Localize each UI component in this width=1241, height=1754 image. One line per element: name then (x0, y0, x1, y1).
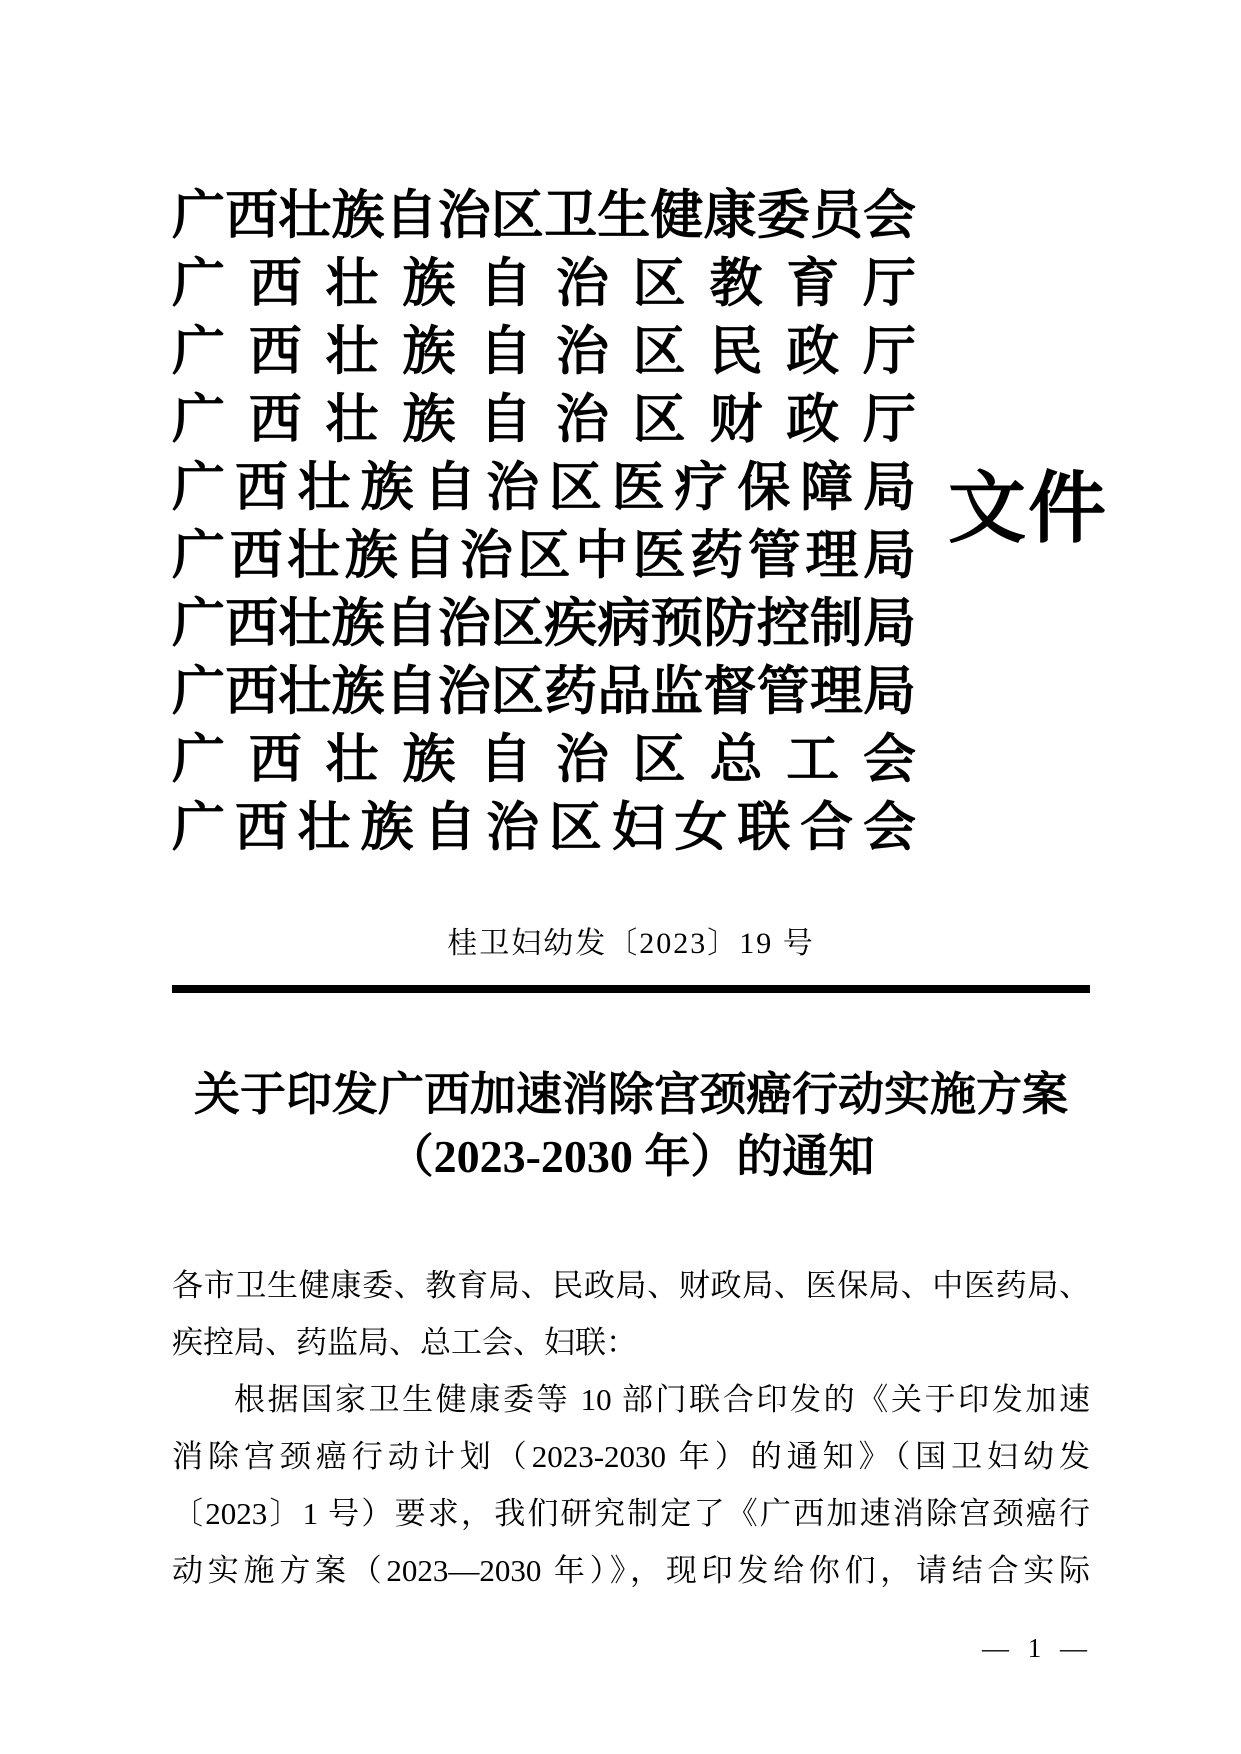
agency-name: 广西壮族自治区教育厅 (172, 255, 916, 313)
salutation-line: 各市卫生健康委、教育局、民政局、财政局、医保局、中医药局、 (172, 1268, 1090, 1303)
paragraph-line: 动实施方案（2023—2030 年）》，现印发给你们，请结合实际 (172, 1553, 1090, 1588)
document-title-line-1: 关于印发广西加速消除宫颈癌行动实施方案 (194, 1069, 1068, 1120)
paragraph-line: 根据国家卫生健康委等 10 部门联合印发的《关于印发加速 (234, 1382, 1090, 1417)
agency-name: 广西壮族自治区疾病预防控制局 (172, 595, 916, 653)
agency-name: 广西壮族自治区药品监督管理局 (172, 663, 916, 721)
agency-name: 广西壮族自治区民政厅 (172, 323, 916, 381)
document-title (172, 1064, 1090, 1188)
letterhead-document-word: 文件 (948, 465, 1109, 552)
agency-name: 广西壮族自治区医疗保障局 (172, 459, 916, 517)
agency-name: 广西壮族自治区总工会 (172, 731, 916, 789)
agency-name: 广西壮族自治区财政厅 (172, 391, 916, 449)
letterhead-separator-rule (172, 985, 1090, 993)
document-title-line-2: （2023-2030 年）的通知 (387, 1131, 875, 1182)
agency-name: 广西壮族自治区中医药管理局 (172, 527, 916, 585)
agency-name: 广西壮族自治区妇女联合会 (172, 799, 916, 857)
document-reference-number: 桂卫妇幼发〔2023〕19 号 (447, 927, 815, 960)
agency-name: 广西壮族自治区卫生健康委员会 (172, 187, 916, 245)
salutation-line: 疾控局、药监局、总工会、妇联： (172, 1325, 637, 1360)
paragraph-line: 〔2023〕1 号）要求，我们研究制定了《广西加速消除宫颈癌行 (172, 1496, 1090, 1531)
page-number: — 1 — (982, 1633, 1093, 1663)
paragraph-line: 消除宫颈癌行动计划（2023-2030 年）的通知》（国卫妇幼发 (172, 1439, 1090, 1474)
letterhead-agency-list (172, 182, 916, 862)
document-body (172, 1257, 1090, 1599)
